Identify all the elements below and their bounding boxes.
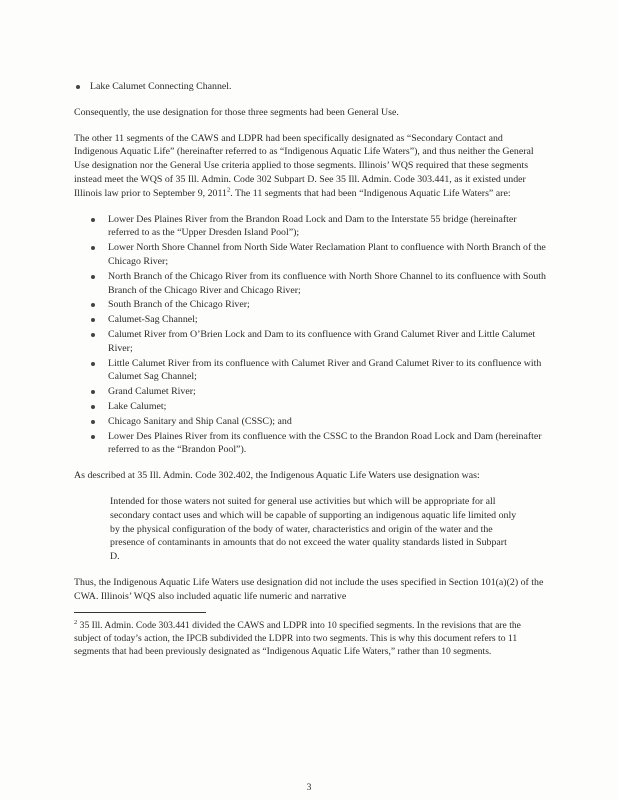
segment-list	[74, 213, 548, 458]
list-item	[108, 328, 548, 356]
bullet-dot-icon	[91, 318, 95, 322]
bullet-dot-icon	[91, 275, 95, 279]
segment-text: Calumet River from O’Brien Lock and Dam to its confluence with Grand Calumet River and Little Calumet River;	[108, 328, 536, 354]
list-item	[108, 213, 548, 241]
bullet-dot-icon	[91, 435, 95, 439]
footnote	[74, 619, 548, 659]
list-item	[108, 385, 548, 399]
paragraph-other-segments-tail: . The 11 segments that had been “Indigenous Aquatic Life Waters” are:	[230, 187, 511, 199]
list-item	[108, 400, 548, 414]
segment-text: Calumet-Sag Channel;	[108, 314, 198, 326]
bullet-lake-calumet-connecting-channel	[74, 80, 548, 94]
list-item	[108, 270, 548, 298]
bullet-dot-icon	[91, 333, 95, 337]
segment-text: Chicago Sanitary and Ship Canal (CSSC); and	[108, 415, 292, 427]
bullet-dot-icon	[91, 390, 95, 394]
bullet-dot-icon	[76, 85, 80, 89]
bullet-dot-icon	[91, 246, 95, 250]
bullet-text: Lake Calumet Connecting Channel.	[90, 81, 232, 92]
segment-text: Grand Calumet River;	[108, 386, 196, 398]
bullet-dot-icon	[91, 303, 95, 307]
paragraph-other-segments	[74, 132, 548, 201]
footnote-divider	[74, 612, 206, 613]
footnote-mark: 2	[74, 618, 78, 626]
page-number: 3	[306, 782, 312, 793]
list-item	[108, 430, 548, 458]
list-item	[108, 241, 548, 269]
segment-text: North Branch of the Chicago River from its confluence with North Shore Channel to its confluence with South Branch of the Chicago River and Chicago River;	[108, 270, 546, 296]
list-item	[108, 415, 548, 429]
list-item	[108, 298, 548, 312]
paragraph-thus: Thus, the Indigenous Aquatic Life Waters use designation did not include the uses specified in Section 101(a)(2) of the CWA. Illinois’ WQS also included aquatic life numeric and narrative	[74, 576, 544, 602]
block-quote: Intended for those waters not suited for general use activities but which will be appropriate for all secondary contact uses and which will be capable of supporting an indigenous aquatic life limited only by the physical configuration of the body of water, characteristics and origin of the water and the presence of contaminants in amounts that do not exceed the water quality standards listed in Subpart D.	[110, 495, 517, 563]
segment-text: Lower North Shore Channel from North Side Water Reclamation Plant to confluence with North Branch of the Chicago River;	[108, 242, 546, 267]
bullet-dot-icon	[91, 362, 95, 366]
list-item	[108, 313, 548, 327]
footnote-reference: 2	[226, 186, 231, 194]
paragraph-as-described: As described at 35 Ill. Admin. Code 302.402, the Indigenous Aquatic Life Waters use designation was:	[74, 470, 480, 482]
page-body	[74, 80, 548, 659]
bullet-dot-icon	[91, 420, 95, 424]
segment-text: South Branch of the Chicago River;	[108, 299, 250, 311]
paragraph-consequently: Consequently, the use designation for those three segments had been General Use.	[74, 106, 399, 118]
list-item	[108, 357, 548, 385]
footnote-text: 35 Ill. Admin. Code 303.441 divided the CAWS and LDPR into 10 specified segments. In the revisions that are the subject of today’s action, the IPCB subdivided the LDPR into two segments. This is why this document refers to 11 segments that had been previously designated as “Indigenous Aquatic Life Waters,” rather than 10 segments.	[74, 619, 521, 658]
bullet-dot-icon	[91, 218, 95, 222]
segment-text: Lower Des Plaines River from its confluence with the CSSC to the Brandon Road Lock and Dam (hereinafter referred to as the “Brandon Pool”).	[108, 430, 542, 456]
paragraph-other-segments-text: The other 11 segments of the CAWS and LDPR had been specifically designated as “Secondary Contact and Indigenous Aquatic Life” (hereinafter referred to as “Indigenous Aquatic Life Waters”), and thus neither the General Use designation nor the General Use criteria applied to those segments. Illinois’ WQS required that these segments instead meet the WQS of 35 Ill. Admin. Code 302 Subpart D. See 35 Ill. Admin. Code 303.441, as it existed under Illinois law prior to September 9, 2011	[74, 132, 534, 199]
segment-text: Lake Calumet;	[108, 400, 167, 412]
segment-text: Lower Des Plaines River from the Brandon Road Lock and Dam to the Interstate 55 bridge (hereinafter referred to as the “Upper Dresden Island Pool”);	[108, 213, 517, 239]
bullet-dot-icon	[91, 405, 95, 409]
segment-text: Little Calumet River from its confluence with Calumet River and Grand Calumet River to its confluence with Calumet Sag Channel;	[108, 357, 542, 383]
